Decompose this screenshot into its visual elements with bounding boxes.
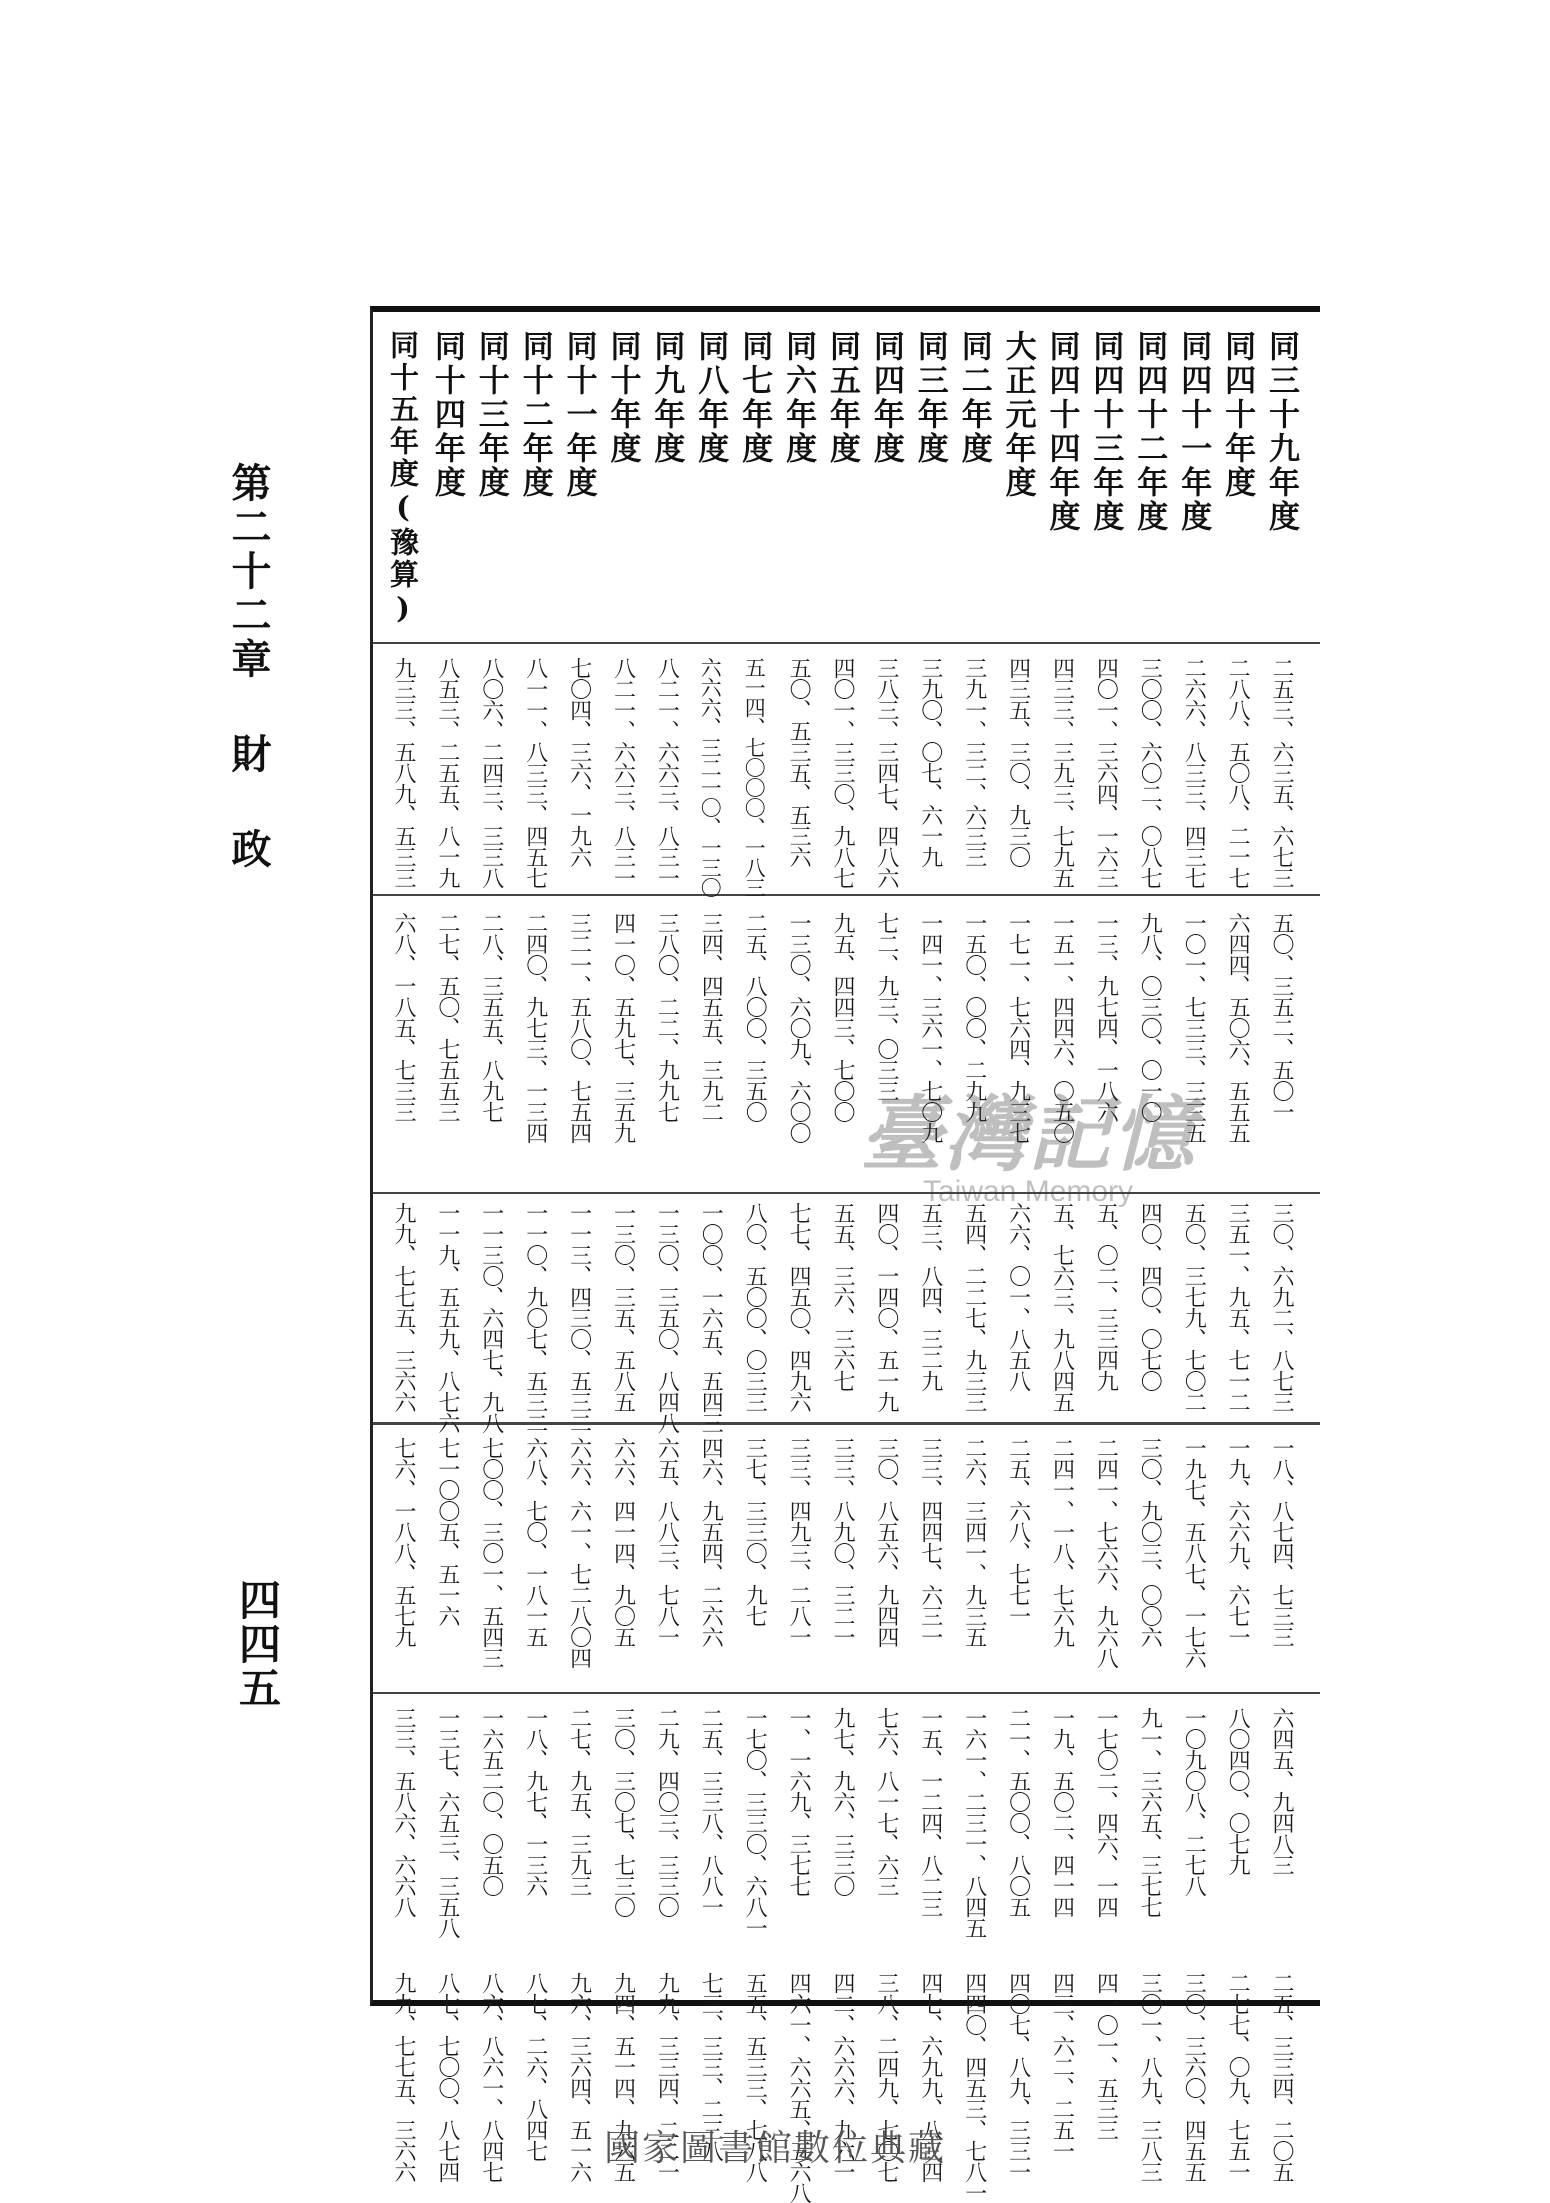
value-cell: [908, 1437, 952, 1647]
value-text: 一〇一、七三三、三三五: [1181, 912, 1207, 1143]
value-text: 四〇一、三六四、一六三: [1093, 657, 1119, 888]
value-text: 四七、六九九、八三四: [917, 1972, 943, 2182]
value-cell: [776, 1707, 820, 1896]
value-text: 二七、九五、三九三: [566, 1707, 592, 1896]
value-text: 八七、七〇〇、八七四: [434, 1972, 460, 2182]
value-cell: [381, 657, 425, 888]
value-cell: [776, 657, 820, 867]
value-text: 二五、六八、七七一: [1005, 1437, 1031, 1626]
year-text: 同六年度: [780, 330, 817, 466]
value-cell: [952, 1437, 996, 1647]
year-text: 同四十四年度: [1043, 330, 1080, 534]
value-text: 六四五、九四八三: [1269, 1707, 1294, 1875]
value-text: 八〇、五〇〇、〇三三: [742, 1202, 768, 1412]
value-text: 二一、五〇〇、八〇五: [1005, 1707, 1031, 1917]
value-cell: [732, 1437, 776, 1626]
value-cell: [1259, 1202, 1303, 1412]
value-cell: [601, 657, 645, 888]
value-cell: [513, 1707, 557, 1896]
year-text: 同十二年度: [516, 330, 553, 500]
value-text: 七二、九三、〇三三: [873, 912, 899, 1101]
value-cell: [601, 1202, 645, 1412]
value-cell: [469, 912, 513, 1122]
value-text: 六八、七〇、一八一五: [522, 1437, 548, 1647]
value-text: 三〇一、八九、三八三: [1137, 1972, 1163, 2182]
value-cell: [688, 1707, 732, 1917]
value-text: 四〇、四〇、〇七〇: [1137, 1202, 1163, 1391]
value-cell: [864, 1707, 908, 1896]
year-text: 同二年度: [955, 330, 992, 466]
value-text: 二五、三三四、二〇五: [1269, 1972, 1294, 2182]
value-cell: [513, 657, 557, 888]
year-label: [864, 330, 908, 650]
value-cell: [513, 1202, 557, 1433]
value-cell: [908, 657, 952, 867]
value-cell: [688, 912, 732, 1122]
value-text: 二六、三四一、九三五: [961, 1437, 987, 1647]
value-text: 七〇〇、三〇一、五四三: [478, 1437, 504, 1668]
value-text: 三〇、六九二、八七三: [1269, 1202, 1294, 1412]
value-text: 七三、三三、二三八: [698, 1972, 724, 2161]
value-cell: [1083, 657, 1127, 888]
value-text: 二四一、七六六、九六八: [1093, 1437, 1119, 1668]
value-cell: [864, 1437, 908, 1647]
value-text: 九五、四四三、七〇〇: [830, 912, 855, 1122]
value-cell: [1171, 1437, 1215, 1668]
value-text: 三二一、五八〇、七五四: [566, 912, 592, 1143]
value-text: 四六、九五四、二六六: [698, 1437, 724, 1647]
value-text: 九三三、五八九、五三三: [391, 657, 416, 888]
value-text: 五五、三六、三六七: [830, 1202, 855, 1391]
value-cell: [688, 657, 732, 897]
value-text: 八〇四〇、〇七九: [1225, 1707, 1251, 1875]
value-cell: [1040, 657, 1084, 888]
value-cell: [952, 657, 996, 867]
value-text: 七六、一八八、五七九: [391, 1437, 416, 1647]
value-cell: [1171, 657, 1215, 888]
watermark: [808, 1085, 1248, 1265]
year-text: 大正元年度: [999, 330, 1036, 500]
value-cell: [469, 1202, 513, 1433]
year-label: [732, 330, 776, 650]
value-text: 五〇、五三五、五三六: [786, 657, 812, 867]
value-text: 四四〇、四五三、七八一: [961, 1972, 987, 2203]
value-cell: [1215, 1707, 1259, 1875]
value-text: 三〇、三六〇、四五五: [1181, 1972, 1207, 2182]
value-text: 三〇、三〇七、七三〇: [610, 1707, 636, 1917]
value-text: 五五、五三三、七八八: [742, 1972, 768, 2182]
value-text: 一八、八七四、七三三: [1269, 1437, 1294, 1647]
value-cell: [557, 657, 601, 867]
value-text: 二七、五〇、七五五三: [434, 912, 460, 1122]
value-text: 四六一、六六五、五六八: [786, 1972, 812, 2203]
value-cell: [425, 657, 469, 888]
value-text: 一七〇二、四六、一四: [1093, 1707, 1119, 1917]
value-text: 一一三〇、六四七、九八: [478, 1202, 504, 1433]
table-column: [557, 312, 601, 2182]
value-cell: [557, 1707, 601, 1896]
value-text: 一七〇、三三〇、六八一: [742, 1707, 768, 1938]
value-text: 二八、三五五、八九七: [478, 912, 504, 1122]
value-cell: [601, 1437, 645, 1647]
value-cell: [381, 912, 425, 1122]
value-cell: [469, 1707, 513, 1896]
table-column: [688, 312, 732, 2161]
value-cell: [1171, 1707, 1215, 1896]
value-cell: [644, 1202, 688, 1433]
value-text: 一六一、二三一、八四五: [961, 1707, 987, 1938]
value-cell: [1215, 1437, 1259, 1647]
year-text: 同十五年度(豫算): [386, 330, 420, 628]
table-column: [513, 312, 557, 2161]
value-text: 三五一、九五、七一二: [1225, 1202, 1251, 1412]
value-text: 一五〇、〇〇、二九九: [961, 912, 987, 1122]
value-cell: [908, 1707, 952, 1917]
value-cell: [557, 1437, 601, 1668]
chapter-title: 第二十二章 財 政: [225, 462, 272, 872]
value-text: 八六、八六一、八四七: [478, 1972, 504, 2182]
value-text: 二四〇、九七三、一三四: [522, 912, 548, 1143]
watermark-sub: Taiwan Memory: [922, 1175, 1134, 1208]
value-cell: [1083, 1972, 1127, 2140]
table-column: [469, 312, 513, 2182]
value-text: 一四一、三六一、七〇九: [917, 912, 943, 1143]
value-cell: [1259, 657, 1303, 888]
year-text: 同四十二年度: [1131, 330, 1168, 534]
value-text: 六六、四一四、九〇五: [610, 1437, 636, 1647]
value-text: 九六、三六四、五一六: [566, 1972, 592, 2182]
value-text: 三三、八九〇、三二一: [830, 1437, 855, 1647]
year-text: 同十一年度: [560, 330, 597, 500]
value-text: 二七七、〇九、七五一: [1225, 1972, 1251, 2182]
value-text: 六六六、三二一〇、一三〇: [698, 657, 723, 897]
year-text: 同四十年度: [1219, 330, 1256, 500]
value-text: 二五、三三八、八八一: [698, 1707, 724, 1917]
value-text: 一五一、四四六、〇五〇: [1049, 912, 1075, 1143]
value-cell: [425, 912, 469, 1122]
value-cell: [381, 1707, 425, 1917]
value-text: 三九一、三二、六三三: [961, 657, 987, 867]
year-label: [996, 330, 1040, 650]
value-text: 四〇一、三三〇、九八七: [830, 657, 855, 888]
value-cell: [820, 657, 864, 888]
value-text: 九四、五一四、九六五: [610, 1972, 636, 2182]
value-cell: [820, 1707, 864, 1896]
year-label: [513, 330, 557, 650]
value-cell: [644, 1707, 688, 1917]
value-text: 三三、四四七、六三一: [917, 1437, 943, 1647]
value-cell: [1040, 1437, 1084, 1647]
year-label: [952, 330, 996, 650]
value-cell: [996, 1437, 1040, 1626]
value-text: 一三、九七四、一八六: [1093, 912, 1119, 1122]
value-cell: [469, 1437, 513, 1668]
year-text: 同八年度: [692, 330, 729, 466]
value-text: 四三五、三〇、九三〇: [1005, 657, 1031, 867]
value-text: 二五三、六三五、六七三: [1269, 657, 1294, 888]
year-label: [469, 330, 513, 650]
value-text: 一一三、四三〇、五三二: [566, 1202, 592, 1433]
value-text: 三八、二四九、七〇七: [873, 1972, 899, 2182]
value-cell: [1259, 1707, 1303, 1875]
value-text: 二四一、一八、七六九: [1049, 1437, 1075, 1647]
value-text: 八七、二六、八四七: [522, 1972, 548, 2161]
table-column: [1259, 312, 1303, 2182]
year-label: [557, 330, 601, 650]
value-cell: [469, 657, 513, 888]
value-text: 四一〇、五九七、三五九: [610, 912, 636, 1143]
table-column: [425, 312, 469, 2182]
table-column: [644, 312, 688, 2182]
value-text: 九九、三三四、二二一: [654, 1972, 680, 2182]
value-cell: [557, 912, 601, 1143]
value-cell: [820, 1437, 864, 1647]
value-text: 五三、八四、三二九: [917, 1202, 943, 1391]
value-cell: [425, 1707, 469, 1938]
value-text: 三三、四九三、二八一: [786, 1437, 812, 1647]
value-text: 八〇六、二四三、三三八: [478, 657, 504, 888]
value-cell: [1127, 1707, 1171, 1917]
value-text: 四〇、一四〇、五一九: [873, 1202, 899, 1412]
year-label: [776, 330, 820, 650]
year-label: [1215, 330, 1259, 650]
table-column: [732, 312, 776, 2182]
year-label: [1171, 330, 1215, 650]
value-text: 三八〇、二二、九九七: [654, 912, 680, 1122]
value-cell: [732, 912, 776, 1122]
value-cell: [1259, 912, 1303, 1122]
year-text: 同四年度: [867, 330, 904, 466]
year-text: 同十四年度: [428, 330, 465, 500]
value-text: 九九、七七五、三六六: [391, 1972, 416, 2182]
value-cell: [601, 912, 645, 1143]
value-text: 一〇〇、一六五、五四三: [698, 1202, 724, 1433]
value-cell: [732, 657, 776, 897]
value-text: 三〇〇、六〇二、〇八七: [1137, 657, 1163, 888]
value-text: 一六五二〇、〇五〇: [478, 1707, 504, 1896]
value-text: 四一〇一、五三三: [1093, 1972, 1119, 2140]
value-text: 七六、八一七、六三: [873, 1707, 899, 1896]
value-text: 一三〇、三五、五八五: [610, 1202, 636, 1412]
value-text: 一九七、五八七、一七六: [1181, 1437, 1207, 1668]
value-text: 一三七、六五三、三五八: [434, 1707, 460, 1938]
value-text: 四三、六二、二五一: [1049, 1972, 1075, 2161]
value-cell: [776, 1437, 820, 1647]
value-cell: [644, 657, 688, 888]
year-label: [381, 330, 425, 650]
year-text: 同十年度: [604, 330, 641, 466]
value-text: 七七、四五〇、四九六: [786, 1202, 812, 1412]
value-cell: [601, 1707, 645, 1917]
page-number: 四四五: [233, 1578, 282, 1710]
value-text: 九九、七七五、三六六: [391, 1202, 416, 1412]
value-text: 八一一、八三三、四五七: [522, 657, 548, 888]
value-cell: [952, 1707, 996, 1938]
value-text: 一五、一二四、八二三: [917, 1707, 943, 1917]
year-text: 同四十一年度: [1175, 330, 1212, 534]
value-text: 三七、三三〇、九七: [742, 1437, 768, 1626]
value-text: 三四、四五五、三九二: [698, 912, 724, 1122]
value-cell: [1083, 1707, 1127, 1917]
year-label: [820, 330, 864, 650]
value-text: 八二一、六六三、八三一: [654, 657, 680, 888]
value-text: 八五三、二五五、八一九: [434, 657, 460, 888]
value-cell: [688, 1202, 732, 1433]
value-cell: [1083, 1437, 1127, 1668]
value-text: 六六、〇一、八五八: [1005, 1202, 1031, 1391]
value-text: 一〇九〇八、二七八: [1181, 1707, 1207, 1896]
value-text: 一一九、五五九、八七六: [434, 1202, 460, 1433]
year-label: [1040, 330, 1084, 650]
value-text: 一、一六九、三七七: [786, 1707, 812, 1896]
value-cell: [381, 1437, 425, 1647]
year-label: [1083, 330, 1127, 650]
value-text: 六六、六一、七二八〇四: [566, 1437, 592, 1668]
value-cell: [425, 1437, 469, 1626]
value-text: 六八、一八五、七三三: [391, 912, 416, 1122]
value-text: 一三〇、三五〇、八四八: [654, 1202, 680, 1433]
year-label: [601, 330, 645, 650]
value-text: 五一四、七〇〇〇、一八三: [742, 657, 767, 897]
value-text: 一一〇、九〇七、五三二: [522, 1202, 548, 1433]
year-text: 同五年度: [824, 330, 860, 466]
value-cell: [1127, 1437, 1171, 1647]
value-cell: [996, 1707, 1040, 1917]
value-text: 二五、八〇〇、三五〇: [742, 912, 768, 1122]
value-text: 二六六、八三三、四三七: [1181, 657, 1207, 888]
value-cell: [688, 1437, 732, 1647]
value-cell: [644, 912, 688, 1122]
value-text: 一八、九七、一三六: [522, 1707, 548, 1896]
value-text: 四三三、三九三、七九五: [1049, 657, 1075, 888]
year-text: 同九年度: [648, 330, 685, 466]
year-label: [644, 330, 688, 650]
footer-credit: 國家圖書館數位典藏: [603, 2128, 946, 2169]
value-text: 三〇、九〇三、〇〇六: [1137, 1437, 1163, 1647]
value-cell: [1259, 1437, 1303, 1647]
value-text: 四二、六六六、九六一: [830, 1972, 855, 2182]
value-cell: [996, 657, 1040, 867]
value-text: 三九〇、〇七、六一九: [917, 657, 943, 867]
value-text: 二八八、五〇八、二一七: [1225, 657, 1251, 888]
year-label: [1127, 330, 1171, 650]
value-text: 四〇七、八九、三三一: [1005, 1972, 1031, 2182]
value-cell: [644, 1437, 688, 1647]
value-cell: [1127, 657, 1171, 888]
year-text: 同三年度: [911, 330, 948, 466]
year-label: [1259, 330, 1303, 650]
year-label: [688, 330, 732, 650]
value-text: 一九、六六九、六七一: [1225, 1437, 1251, 1647]
value-text: 二九、四〇三、三三〇: [654, 1707, 680, 1917]
value-text: 九一、三六五、三七七: [1137, 1707, 1163, 1917]
value-cell: [732, 1202, 776, 1412]
table-column: [601, 312, 645, 2182]
value-text: 五四、二二七、九三三: [961, 1202, 987, 1412]
value-text: 七〇四、三六、一九六: [566, 657, 592, 867]
value-text: 六五、八八三、七八一: [654, 1437, 680, 1647]
value-text: 六四四、五〇六、五五五: [1225, 912, 1251, 1143]
value-cell: [864, 912, 908, 1101]
year-text: 同四十三年度: [1087, 330, 1124, 534]
value-text: 九八、〇三〇、〇一〇: [1137, 912, 1163, 1122]
watermark-main: 臺灣記憶: [860, 1087, 1196, 1183]
value-text: 五、〇二、三三四九: [1093, 1202, 1119, 1391]
value-text: 九七、九六、三三〇: [830, 1707, 855, 1896]
value-text: 八二一、六六三、八三一: [610, 657, 636, 888]
value-cell: [513, 912, 557, 1143]
year-label: [908, 330, 952, 650]
year-text: 同十三年度: [472, 330, 509, 500]
value-cell: [557, 1202, 601, 1433]
value-cell: [864, 657, 908, 888]
value-cell: [1215, 657, 1259, 888]
value-text: 三八三、三四七、四八六: [873, 657, 899, 888]
value-cell: [513, 1437, 557, 1647]
value-text: 五、七六三、九八四五: [1049, 1202, 1075, 1412]
value-text: 三〇、八五六、九四四: [873, 1437, 899, 1647]
value-cell: [1040, 1707, 1084, 1917]
value-text: 五〇、三五二、五〇一: [1269, 912, 1294, 1122]
year-text: 同三十九年度: [1263, 330, 1299, 534]
value-text: 一七一、七六四、九三七: [1005, 912, 1031, 1143]
value-cell: [732, 1707, 776, 1938]
value-text: 一九、五〇二、四一四: [1049, 1707, 1075, 1917]
value-text: 三三、五八六、六六八: [391, 1707, 416, 1917]
year-label: [425, 330, 469, 650]
value-cell: [425, 1202, 469, 1433]
value-text: 七一〇〇五、五一六: [434, 1437, 460, 1626]
year-text: 同七年度: [736, 330, 773, 466]
value-cell: [381, 1202, 425, 1412]
table-column: [381, 312, 425, 2182]
value-text: 一三〇、六〇九、六〇〇: [786, 912, 812, 1143]
value-text: 五〇、三七九、七〇二: [1181, 1202, 1207, 1412]
